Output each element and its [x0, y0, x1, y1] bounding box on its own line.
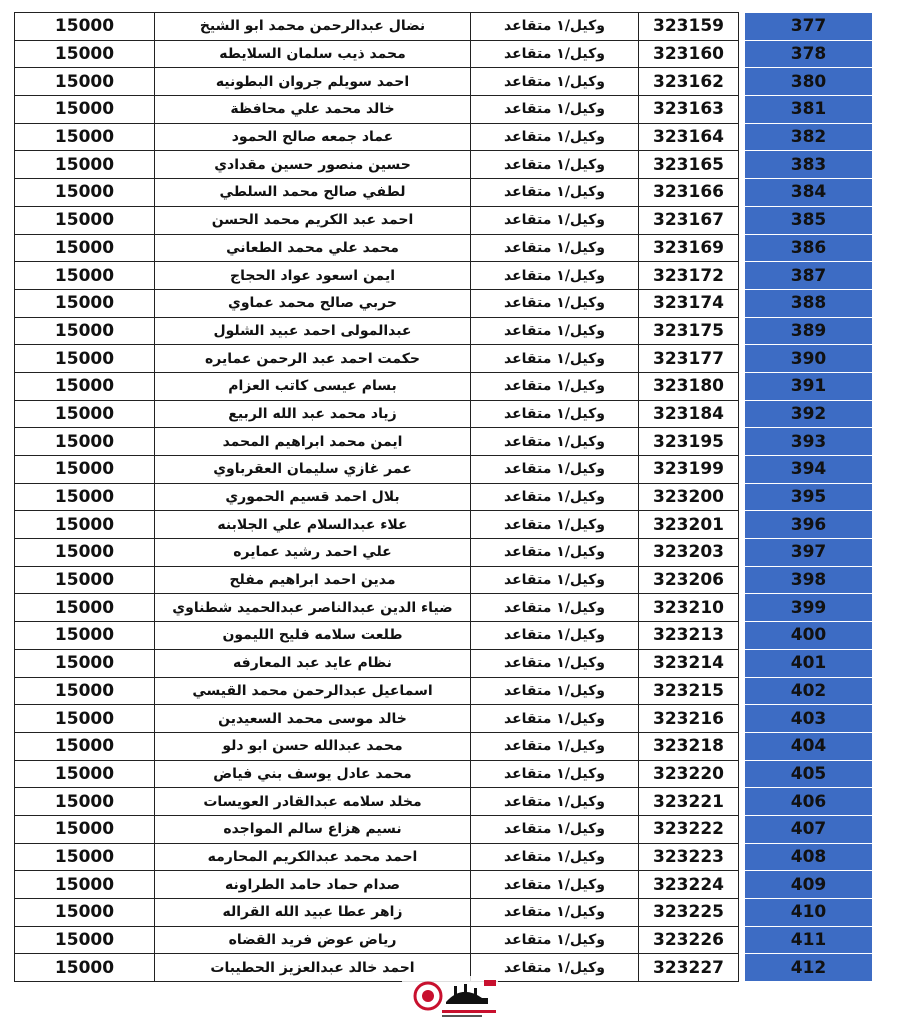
rank-cell: وكيل/١ متقاعد: [471, 206, 639, 234]
amount-cell: 15000: [15, 649, 155, 677]
amount-cell: 15000: [15, 179, 155, 207]
sequence-number-cell: 405: [745, 760, 873, 788]
name-cell: لطفي صالح محمد السلطي: [155, 179, 471, 207]
amount-cell: 15000: [15, 456, 155, 484]
amount-cell: 15000: [15, 372, 155, 400]
rank-cell: وكيل/١ متقاعد: [471, 40, 639, 68]
service-number-cell: 323206: [639, 566, 739, 594]
service-number-cell: 323222: [639, 815, 739, 843]
amount-cell: 15000: [15, 262, 155, 290]
service-number-cell: 323169: [639, 234, 739, 262]
sequence-number-cell: 378: [745, 40, 873, 68]
amount-cell: 15000: [15, 40, 155, 68]
rank-cell: وكيل/١ متقاعد: [471, 317, 639, 345]
amount-cell: 15000: [15, 732, 155, 760]
service-number-cell: 323172: [639, 262, 739, 290]
amount-cell: 15000: [15, 68, 155, 96]
amount-cell: 15000: [15, 926, 155, 954]
table-row: [15, 899, 873, 927]
rank-cell: وكيل/١ متقاعد: [471, 705, 639, 733]
name-cell: مدين احمد ابراهيم مفلح: [155, 566, 471, 594]
roster-sheet: [14, 12, 872, 1017]
sequence-number-cell: 404: [745, 732, 873, 760]
rank-cell: وكيل/١ متقاعد: [471, 68, 639, 96]
amount-cell: 15000: [15, 345, 155, 373]
table-row: [15, 539, 873, 567]
amount-cell: 15000: [15, 677, 155, 705]
name-cell: محمد علي محمد الطعاني: [155, 234, 471, 262]
amount-cell: 15000: [15, 705, 155, 733]
rank-cell: وكيل/١ متقاعد: [471, 345, 639, 373]
rank-cell: وكيل/١ متقاعد: [471, 483, 639, 511]
rank-cell: وكيل/١ متقاعد: [471, 732, 639, 760]
service-number-cell: 323174: [639, 289, 739, 317]
name-cell: صدام حماد حامد الطراونه: [155, 871, 471, 899]
rank-cell: وكيل/١ متقاعد: [471, 96, 639, 124]
sequence-number-cell: 396: [745, 511, 873, 539]
service-number-cell: 323216: [639, 705, 739, 733]
table-row: [15, 123, 873, 151]
amount-cell: 15000: [15, 843, 155, 871]
rank-cell: وكيل/١ متقاعد: [471, 262, 639, 290]
table-row: [15, 317, 873, 345]
rank-cell: وكيل/١ متقاعد: [471, 843, 639, 871]
table-row: [15, 760, 873, 788]
sequence-number-cell: 380: [745, 68, 873, 96]
name-cell: نظام عايد عبد المعارفه: [155, 649, 471, 677]
rank-cell: وكيل/١ متقاعد: [471, 622, 639, 650]
sequence-number-cell: 389: [745, 317, 873, 345]
roster-table-body: [15, 13, 873, 982]
name-cell: محمد عبدالله حسن ابو دلو: [155, 732, 471, 760]
amount-cell: 15000: [15, 788, 155, 816]
rank-cell: وكيل/١ متقاعد: [471, 372, 639, 400]
name-cell: خالد موسى محمد السعيدين: [155, 705, 471, 733]
table-row: [15, 179, 873, 207]
name-cell: ايمن اسعود عواد الحجاج: [155, 262, 471, 290]
sequence-number-cell: 411: [745, 926, 873, 954]
name-cell: حسين منصور حسين مقدادي: [155, 151, 471, 179]
table-row: [15, 151, 873, 179]
name-cell: عمر غازي سليمان العقرباوي: [155, 456, 471, 484]
sequence-number-cell: 381: [745, 96, 873, 124]
table-row: [15, 262, 873, 290]
name-cell: رياض عوض فريد القضاه: [155, 926, 471, 954]
rank-cell: وكيل/١ متقاعد: [471, 594, 639, 622]
table-row: [15, 428, 873, 456]
sequence-number-cell: 391: [745, 372, 873, 400]
rank-cell: وكيل/١ متقاعد: [471, 289, 639, 317]
service-number-cell: 323225: [639, 899, 739, 927]
sequence-number-cell: 401: [745, 649, 873, 677]
table-row: [15, 68, 873, 96]
service-number-cell: 323175: [639, 317, 739, 345]
service-number-cell: 323215: [639, 677, 739, 705]
newspaper-logo-watermark: [402, 976, 498, 1022]
amount-cell: 15000: [15, 539, 155, 567]
table-row: [15, 843, 873, 871]
name-cell: علي احمد رشيد عمايره: [155, 539, 471, 567]
table-row: [15, 483, 873, 511]
amount-cell: 15000: [15, 234, 155, 262]
amount-cell: 15000: [15, 871, 155, 899]
table-row: [15, 40, 873, 68]
table-row: [15, 566, 873, 594]
service-number-cell: 323220: [639, 760, 739, 788]
table-row: [15, 649, 873, 677]
table-row: [15, 677, 873, 705]
name-cell: زياد محمد عبد الله الربيع: [155, 400, 471, 428]
amount-cell: 15000: [15, 483, 155, 511]
service-number-cell: 323164: [639, 123, 739, 151]
name-cell: طلعت سلامه فليح الليمون: [155, 622, 471, 650]
service-number-cell: 323214: [639, 649, 739, 677]
service-number-cell: 323223: [639, 843, 739, 871]
rank-cell: وكيل/١ متقاعد: [471, 400, 639, 428]
table-row: [15, 622, 873, 650]
rank-cell: وكيل/١ متقاعد: [471, 566, 639, 594]
table-row: [15, 926, 873, 954]
amount-cell: 15000: [15, 206, 155, 234]
name-cell: عبدالمولى احمد عبيد الشلول: [155, 317, 471, 345]
amount-cell: 15000: [15, 289, 155, 317]
table-row: [15, 345, 873, 373]
service-number-cell: 323159: [639, 13, 739, 41]
name-cell: محمد ذيب سلمان السلايطه: [155, 40, 471, 68]
sequence-number-cell: 384: [745, 179, 873, 207]
sequence-number-cell: 394: [745, 456, 873, 484]
name-cell: بلال احمد قسيم الحموري: [155, 483, 471, 511]
service-number-cell: 323203: [639, 539, 739, 567]
name-cell: ايمن محمد ابراهيم المحمد: [155, 428, 471, 456]
rank-cell: وكيل/١ متقاعد: [471, 899, 639, 927]
service-number-cell: 323184: [639, 400, 739, 428]
table-row: [15, 234, 873, 262]
sequence-number-cell: 383: [745, 151, 873, 179]
amount-cell: 15000: [15, 123, 155, 151]
service-number-cell: 323226: [639, 926, 739, 954]
sequence-number-cell: 385: [745, 206, 873, 234]
table-row: [15, 511, 873, 539]
sequence-number-cell: 410: [745, 899, 873, 927]
table-row: [15, 206, 873, 234]
service-number-cell: 323166: [639, 179, 739, 207]
name-cell: احمد سويلم جروان البطونيه: [155, 68, 471, 96]
name-cell: محمد عادل يوسف بني فياض: [155, 760, 471, 788]
service-number-cell: 323200: [639, 483, 739, 511]
service-number-cell: 323160: [639, 40, 739, 68]
sequence-number-cell: 386: [745, 234, 873, 262]
sequence-number-cell: 402: [745, 677, 873, 705]
amount-cell: 15000: [15, 511, 155, 539]
service-number-cell: 323227: [639, 954, 739, 982]
sequence-number-cell: 388: [745, 289, 873, 317]
rank-cell: وكيل/١ متقاعد: [471, 926, 639, 954]
amount-cell: 15000: [15, 96, 155, 124]
service-number-cell: 323163: [639, 96, 739, 124]
service-number-cell: 323195: [639, 428, 739, 456]
name-cell: زاهر عطا عبيد الله القراله: [155, 899, 471, 927]
rank-cell: وكيل/١ متقاعد: [471, 123, 639, 151]
service-number-cell: 323210: [639, 594, 739, 622]
name-cell: احمد عبد الكريم محمد الحسن: [155, 206, 471, 234]
amount-cell: 15000: [15, 815, 155, 843]
sequence-number-cell: 390: [745, 345, 873, 373]
rank-cell: وكيل/١ متقاعد: [471, 815, 639, 843]
service-number-cell: 323201: [639, 511, 739, 539]
amount-cell: 15000: [15, 594, 155, 622]
table-row: [15, 788, 873, 816]
amount-cell: 15000: [15, 566, 155, 594]
rank-cell: وكيل/١ متقاعد: [471, 649, 639, 677]
roster-table: [14, 12, 873, 982]
amount-cell: 15000: [15, 13, 155, 41]
sequence-number-cell: 382: [745, 123, 873, 151]
service-number-cell: 323199: [639, 456, 739, 484]
sequence-number-cell: 377: [745, 13, 873, 41]
name-cell: احمد خالد عبدالعزيز الحطيبات: [155, 954, 471, 982]
sequence-number-cell: 403: [745, 705, 873, 733]
rank-cell: وكيل/١ متقاعد: [471, 13, 639, 41]
sequence-number-cell: 395: [745, 483, 873, 511]
rank-cell: وكيل/١ متقاعد: [471, 788, 639, 816]
sequence-number-cell: 398: [745, 566, 873, 594]
amount-cell: 15000: [15, 622, 155, 650]
service-number-cell: 323224: [639, 871, 739, 899]
name-cell: بسام عيسى كاتب العزام: [155, 372, 471, 400]
name-cell: خالد محمد علي محافظة: [155, 96, 471, 124]
rank-cell: وكيل/١ متقاعد: [471, 456, 639, 484]
rank-cell: وكيل/١ متقاعد: [471, 539, 639, 567]
sequence-number-cell: 397: [745, 539, 873, 567]
amount-cell: 15000: [15, 899, 155, 927]
service-number-cell: 323177: [639, 345, 739, 373]
table-row: [15, 96, 873, 124]
amount-cell: 15000: [15, 954, 155, 982]
sequence-number-cell: 387: [745, 262, 873, 290]
sequence-number-cell: 392: [745, 400, 873, 428]
amount-cell: 15000: [15, 428, 155, 456]
sequence-number-cell: 393: [745, 428, 873, 456]
service-number-cell: 323180: [639, 372, 739, 400]
service-number-cell: 323167: [639, 206, 739, 234]
amount-cell: 15000: [15, 760, 155, 788]
table-row: [15, 705, 873, 733]
table-row: [15, 13, 873, 41]
service-number-cell: 323221: [639, 788, 739, 816]
rank-cell: وكيل/١ متقاعد: [471, 151, 639, 179]
name-cell: علاء عبدالسلام علي الجلابنه: [155, 511, 471, 539]
sequence-number-cell: 406: [745, 788, 873, 816]
rank-cell: وكيل/١ متقاعد: [471, 234, 639, 262]
rank-cell: وكيل/١ متقاعد: [471, 954, 639, 982]
name-cell: عماد جمعه صالح الحمود: [155, 123, 471, 151]
newspaper-logo-icon: [402, 976, 498, 1022]
amount-cell: 15000: [15, 400, 155, 428]
sequence-number-cell: 399: [745, 594, 873, 622]
name-cell: احمد محمد عبدالكريم المحارمه: [155, 843, 471, 871]
name-cell: ضياء الدين عبدالناصر عبدالحميد شطناوي: [155, 594, 471, 622]
table-row: [15, 871, 873, 899]
table-row: [15, 400, 873, 428]
name-cell: اسماعيل عبدالرحمن محمد القيسي: [155, 677, 471, 705]
service-number-cell: 323218: [639, 732, 739, 760]
rank-cell: وكيل/١ متقاعد: [471, 179, 639, 207]
service-number-cell: 323213: [639, 622, 739, 650]
sequence-number-cell: 400: [745, 622, 873, 650]
table-row: [15, 372, 873, 400]
sequence-number-cell: 409: [745, 871, 873, 899]
rank-cell: وكيل/١ متقاعد: [471, 428, 639, 456]
table-row: [15, 594, 873, 622]
rank-cell: وكيل/١ متقاعد: [471, 511, 639, 539]
sequence-number-cell: 408: [745, 843, 873, 871]
name-cell: حربي صالح محمد عماوي: [155, 289, 471, 317]
amount-cell: 15000: [15, 317, 155, 345]
amount-cell: 15000: [15, 151, 155, 179]
table-row: [15, 289, 873, 317]
service-number-cell: 323165: [639, 151, 739, 179]
rank-cell: وكيل/١ متقاعد: [471, 760, 639, 788]
sequence-number-cell: 407: [745, 815, 873, 843]
service-number-cell: 323162: [639, 68, 739, 96]
table-row: [15, 732, 873, 760]
table-row: [15, 815, 873, 843]
rank-cell: وكيل/١ متقاعد: [471, 871, 639, 899]
rank-cell: وكيل/١ متقاعد: [471, 677, 639, 705]
name-cell: مخلد سلامه عبدالقادر العويسات: [155, 788, 471, 816]
name-cell: حكمت احمد عبد الرحمن عمايره: [155, 345, 471, 373]
table-row: [15, 456, 873, 484]
name-cell: نسيم هزاع سالم المواجده: [155, 815, 471, 843]
sequence-number-cell: 412: [745, 954, 873, 982]
name-cell: نضال عبدالرحمن محمد ابو الشيخ: [155, 13, 471, 41]
